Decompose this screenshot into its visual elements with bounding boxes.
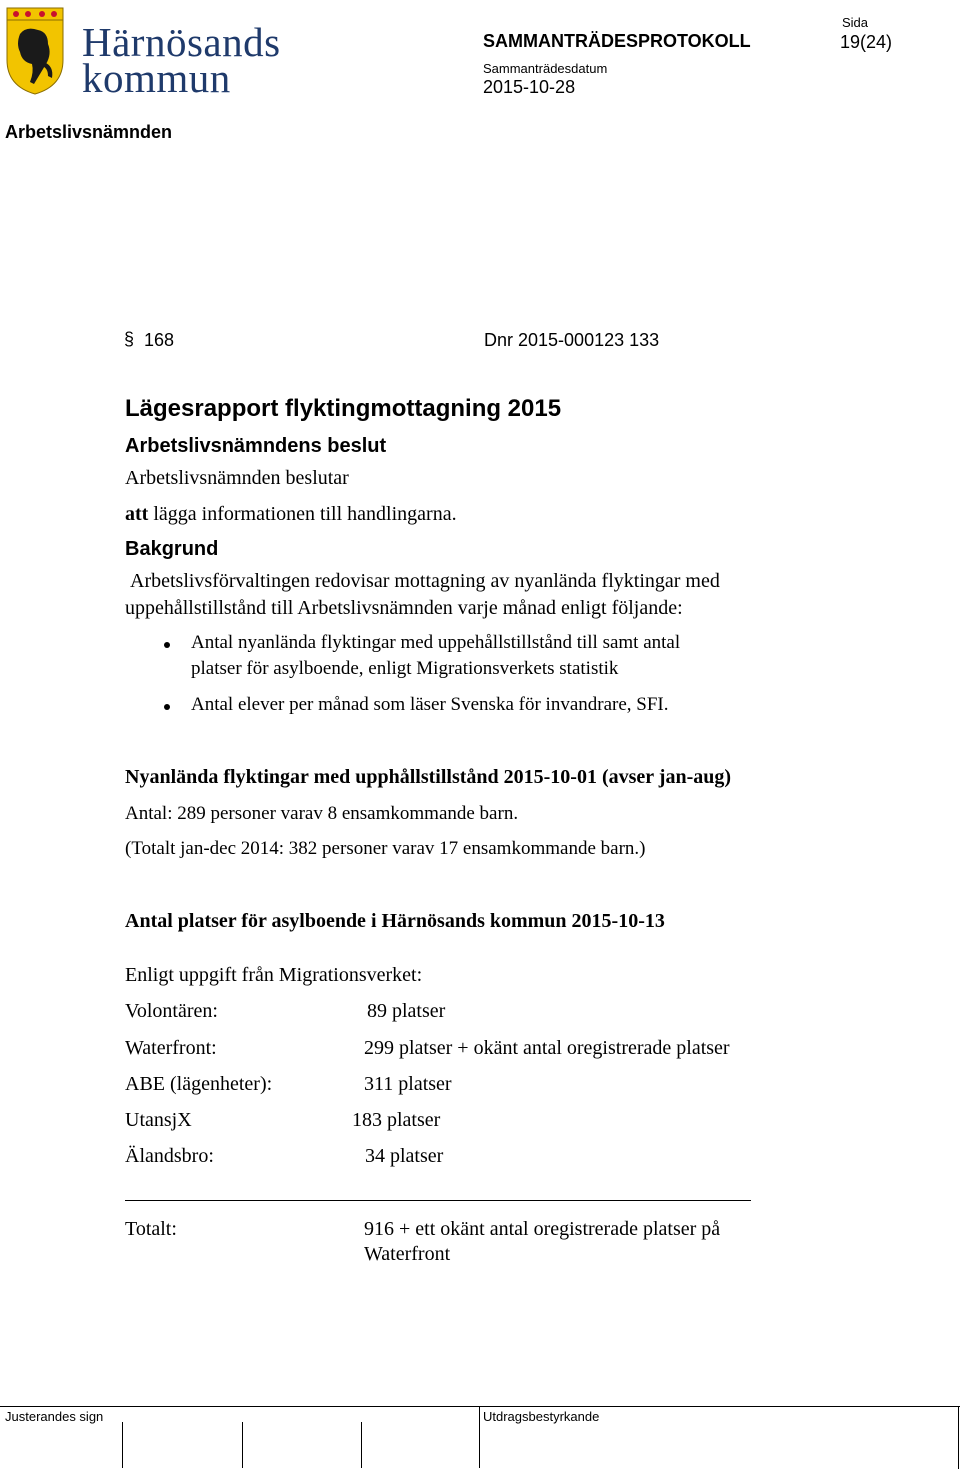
facility-label: ABE (lägenheter): bbox=[125, 1073, 273, 1095]
facility-label: UtansjX bbox=[125, 1109, 192, 1131]
document-title: SAMMANTRÄDESPROTOKOLL bbox=[483, 31, 751, 51]
background-line-1: Arbetslivsförvaltingen redovisar mottagning av nyanlända flyktingar med bbox=[130, 570, 720, 592]
signature-cell-divider bbox=[361, 1422, 362, 1468]
refugees-count: Antal: 289 personer varav 8 ensamkommande barn. bbox=[125, 803, 519, 824]
page-label: Sida bbox=[842, 15, 869, 30]
total-line-2: Waterfront bbox=[364, 1243, 451, 1265]
background-line-2: uppehållstillstånd till Arbetslivsnämnden varje månad enligt följande: bbox=[125, 597, 683, 619]
facility-places: 34 platser bbox=[365, 1145, 444, 1167]
logo-wordmark-line1: Härnösands bbox=[82, 19, 281, 65]
asylum-places-heading: Antal platser för asylboende i Härnösands kommun 2015-10-13 bbox=[125, 910, 665, 932]
sum-divider bbox=[125, 1200, 751, 1201]
facility-label: Älandsbro: bbox=[125, 1145, 214, 1167]
facility-places: 299 platser + okänt antal oregistrerade platser bbox=[364, 1037, 730, 1059]
page-number: 19(24) bbox=[840, 32, 893, 52]
total-label: Totalt: bbox=[125, 1218, 177, 1240]
bullet-1-line-1: Antal nyanlända flyktingar med uppehållstillstånd till samt antal bbox=[191, 632, 681, 653]
att-text: lägga informationen till handlingarna. bbox=[148, 503, 457, 525]
case-number: 168 bbox=[144, 330, 175, 350]
att-word: att bbox=[125, 503, 149, 525]
footer-column-divider bbox=[479, 1406, 480, 1468]
bullet-icon bbox=[164, 642, 170, 648]
facility-places: 311 platser bbox=[364, 1073, 452, 1095]
facility-places: 183 platser bbox=[352, 1109, 441, 1131]
extract-certification-label: Utdragsbestyrkande bbox=[483, 1409, 600, 1424]
bullet-1-line-2: platser för asylboende, enligt Migrationsverkets statistik bbox=[191, 658, 619, 679]
meeting-date: 2015-10-28 bbox=[483, 77, 576, 97]
bullet-icon bbox=[164, 704, 170, 710]
signature-cell-divider bbox=[242, 1422, 243, 1468]
meeting-date-label: Sammanträdesdatum bbox=[483, 61, 608, 76]
decision-line: Arbetslivsnämnden beslutar bbox=[125, 467, 349, 489]
decision-att-line bbox=[125, 503, 457, 526]
paragraph-mark: § bbox=[124, 329, 135, 349]
decision-heading: Arbetslivsnämndens beslut bbox=[125, 435, 387, 457]
diary-number: Dnr 2015-000123 133 bbox=[484, 330, 660, 350]
background-heading: Bakgrund bbox=[125, 538, 219, 560]
facility-places: 89 platser bbox=[367, 1000, 446, 1022]
total-line-1: 916 + ett okänt antal oregistrerade platser på bbox=[364, 1218, 721, 1240]
coat-of-arms-logo bbox=[4, 4, 66, 96]
initials-label: Justerandes sign bbox=[5, 1409, 104, 1424]
signature-cell-divider bbox=[122, 1422, 123, 1468]
asylum-source: Enligt uppgift från Migrationsverket: bbox=[125, 964, 423, 986]
refugees-previous-year: (Totalt jan-dec 2014: 382 personer varav 17 ensamkommande barn.) bbox=[125, 838, 646, 859]
facility-label: Waterfront: bbox=[125, 1037, 217, 1059]
page-title: Lägesrapport flyktingmottagning 2015 bbox=[125, 395, 562, 422]
refugees-heading: Nyanlända flyktingar med upphållstillstånd 2015-10-01 (avser jan-aug) bbox=[125, 766, 732, 788]
bullet-2-line-1: Antal elever per månad som läser Svenska för invandrare, SFI. bbox=[191, 694, 669, 715]
logo-wordmark-line2: kommun bbox=[82, 55, 231, 101]
facility-label: Volontären: bbox=[125, 1000, 218, 1022]
committee-name: Arbetslivsnämnden bbox=[5, 122, 173, 142]
